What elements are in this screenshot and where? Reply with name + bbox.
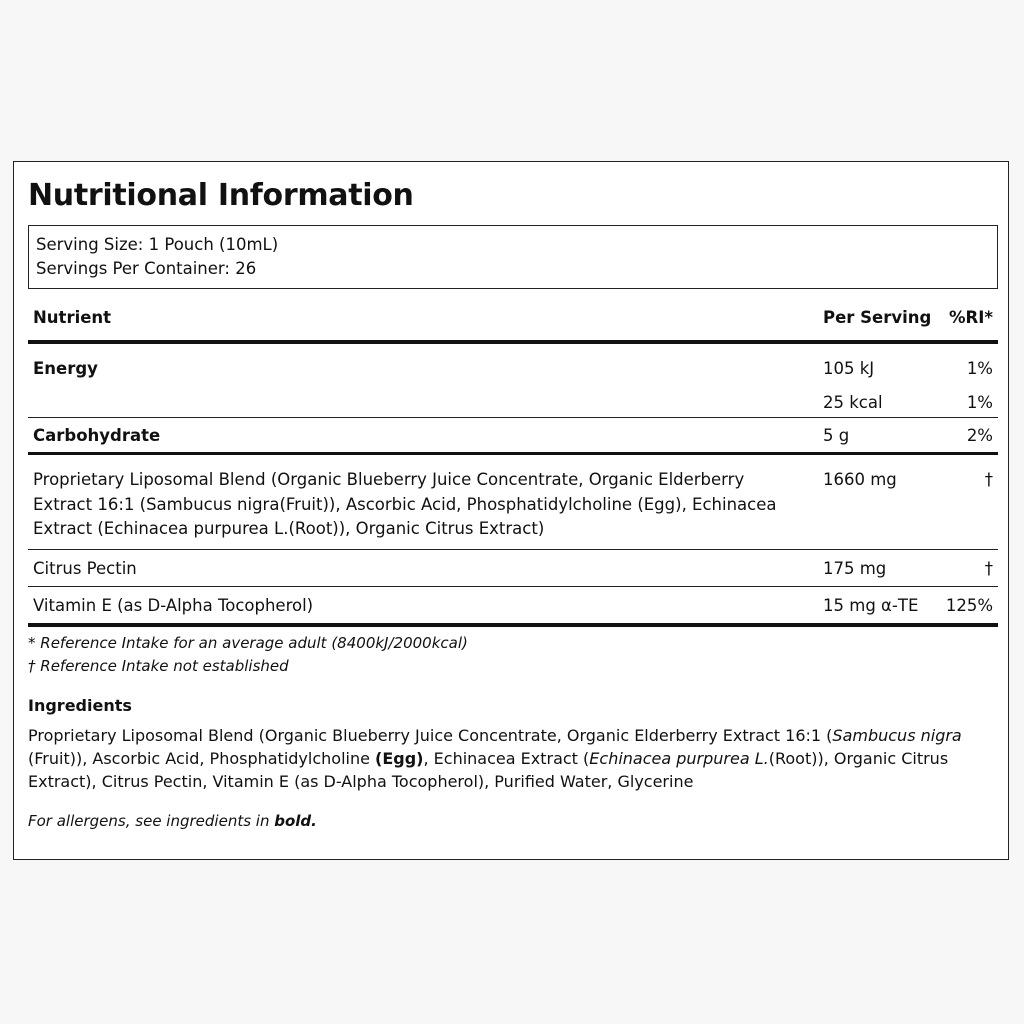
header-nutrient: Nutrient <box>28 296 823 342</box>
allergen-note <box>28 810 317 832</box>
table-row-blend <box>28 454 998 550</box>
nutrient-name: Carbohydrate <box>28 418 823 454</box>
allergen-note-bold: bold. <box>274 812 317 830</box>
nutrition-table <box>28 296 998 627</box>
footnote-reference-intake: * Reference Intake for an average adult (8400kJ/2000kcal) <box>28 634 468 652</box>
nutrition-panel <box>13 161 1009 860</box>
nutrient-ri: 1% <box>935 380 998 418</box>
servings-per-container: Servings Per Container: 26 <box>36 259 257 278</box>
nutrient-name: Energy <box>33 359 98 378</box>
nutrient-name: Vitamin E (as D-Alpha Tocopherol) <box>28 586 823 625</box>
allergen-note-text: For allergens, see ingredients in <box>28 812 275 830</box>
table-row-energy-kcal <box>28 380 998 418</box>
nutrient-name: Proprietary Liposomal Blend (Organic Blueberry Juice Concentrate, Organic Elderberry Extract 16:1 (Sambucus nigra(Fruit)), Ascorbic Acid, Phosphatidylcholine (Egg), Echinacea Extract (Echinacea purpurea L.(Root)), Organic Citrus Extract) <box>28 454 823 550</box>
nutrient-amount: 15 mg α-TE <box>823 586 935 625</box>
header-ri: %RI* <box>935 296 998 342</box>
ingredients-allergen-egg: (Egg) <box>375 749 424 768</box>
ingredients-part: (Fruit)), Ascorbic Acid, Phosphatidylcholine <box>28 749 376 768</box>
table-row-carbohydrate <box>28 418 998 454</box>
nutrient-amount: 5 g <box>823 418 935 454</box>
nutrient-ri: † <box>935 549 998 586</box>
nutrient-amount: 175 mg <box>823 549 935 586</box>
ingredients-sambucus: Sambucus nigra <box>832 726 962 745</box>
nutrient-ri: 125% <box>935 586 998 625</box>
nutrient-ri: 1% <box>966 359 993 378</box>
ingredients-part: Proprietary Liposomal Blend (Organic Blueberry Juice Concentrate, Organic Elderberry Extract 16:1 ( <box>28 726 833 745</box>
table-row-pectin <box>28 549 998 586</box>
footnote-not-established: † Reference Intake not established <box>28 657 289 675</box>
serving-info-box <box>28 225 998 289</box>
nutrient-amount: 25 kcal <box>823 380 935 418</box>
table-header-row <box>28 296 998 342</box>
nutrient-name-empty <box>28 380 823 418</box>
nutrient-ri: † <box>935 454 998 550</box>
footnotes <box>28 632 468 678</box>
page-title: Nutritional Information <box>28 178 414 213</box>
ingredients-text <box>28 724 998 793</box>
ingredients-echinacea: Echinacea purpurea L. <box>589 749 769 768</box>
nutrient-amount: 1660 mg <box>823 454 935 550</box>
nutrient-name: Citrus Pectin <box>28 549 823 586</box>
ingredients-part: (Root)), Organic Citrus Extract), Citrus Pectin, Vitamin E (as D-Alpha Tocopherol), Purified Water, Glycerine <box>28 749 949 791</box>
table-row-energy <box>28 342 998 380</box>
nutrient-ri: 2% <box>935 418 998 454</box>
ingredients-part: , Echinacea Extract ( <box>423 749 590 768</box>
ingredients-heading: Ingredients <box>28 696 132 715</box>
table-row-vitamin-e <box>28 586 998 625</box>
nutrient-amount: 105 kJ <box>823 359 875 378</box>
serving-size: Serving Size: 1 Pouch (10mL) <box>36 235 279 254</box>
header-per-serving: Per Serving <box>823 296 935 342</box>
